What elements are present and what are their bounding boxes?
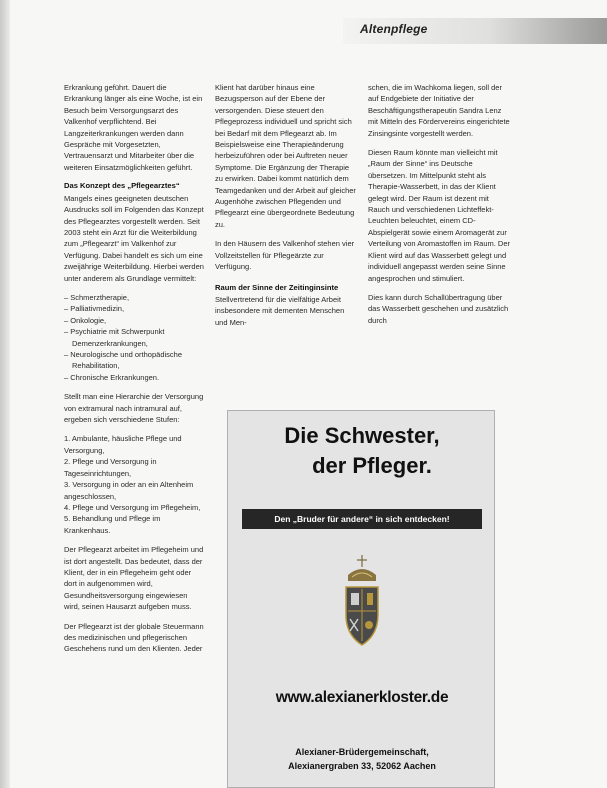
list-item: 1. Ambulante, häusliche Pflege und Versorgung, — [64, 434, 182, 455]
text-column-3 — [368, 82, 510, 334]
page-spine-shadow — [0, 0, 10, 788]
advertisement-box — [227, 410, 495, 788]
ad-slogan-bar: Den „Bruder für andere“ in sich entdecken! — [242, 509, 482, 529]
text-column-1 — [64, 82, 204, 663]
paragraph: Dies kann durch Schallübertragung über das Wasserbett geschehen und zusätzlich durch — [368, 292, 509, 325]
paragraph: Der Pflegearzt ist der globale Steuermann des medizinischen und pflegerischen Geschehens rund um den Klienten. Jeder — [64, 621, 204, 654]
ad-organization-name: Alexianer-Brüdergemeinschaft, — [295, 747, 429, 757]
paragraph: Stellt man eine Hierarchie der Versorgung von extramural nach intramural auf, ergeben sich verschiedene Stufen: — [64, 392, 204, 425]
training-topics-list — [64, 292, 204, 383]
paragraph: Klient hat darüber hinaus eine Bezugsperson auf der Ebene der versorgenden. Diese steuert den Pflegeprozess individuell und spricht sich bei Bedarf mit dem Pflegearzt ab. Im Beispielsweise eine Therapieänderung herbeizuführen oder bei Auftreten neuer Symptome. Die Ergänzung der Therapie zu erwirken. Dabei kommt natürlich dem Teamgedanken und der Arbeit auf gleicher Augenhöhe zwischen Pflegenden und Pflegearzt eine übergeordnete Bedeutung zu. — [215, 83, 356, 229]
paragraph: Mangels eines geeigneten deutschen Ausdrucks soll im Folgenden das Konzept des Pflegearztes vorgestellt werden. Seit 2003 steht ein Arzt für die Weiterbildung zum „Pflegearzt“ im Valkenhof zur Verfügung. Dabei handelt es sich um eine zweijährige Weiterbildung. Hierbei werden unter anderem als Grundlage vermittelt: — [64, 193, 204, 283]
section-title: Altenpflege — [360, 22, 428, 36]
list-item: 4. Pflege und Versorgung im Pflegeheim, — [64, 502, 201, 512]
list-item: – Psychiatrie mit Schwerpunkt Demenzerkrankungen, — [64, 327, 165, 348]
ad-headline-2: der Pfleger. — [312, 453, 432, 478]
paragraph: Erkrankung geführt. Dauert die Erkrankung länger als eine Woche, ist ein Besuch beim Versorgungsarzt des Valkenhof verpflichtend. Bei Langzeiterkrankungen werden dann Gespräche mit Vorgesetzten, Vertrauensarzt und Mitarbeiter über die weiteren Einsatzmöglichkeiten geführt. — [64, 83, 203, 172]
list-item: – Onkologie, — [64, 315, 107, 325]
ad-website-url[interactable]: www.alexianerkloster.de — [275, 689, 449, 706]
text-column-2 — [215, 82, 357, 336]
subheading-raum: Raum der Sinne der Zeitinginsinte — [215, 282, 339, 292]
list-item: – Neurologische und orthopädische Rehabilitation, — [64, 350, 182, 371]
list-item: 3. Versorgung in oder an ein Altenheim angeschlossen, — [64, 480, 194, 501]
paragraph: Diesen Raum könnte man vielleicht mit „Raum der Sinne“ ins Deutsche übersetzen. Im Mittelpunkt steht als Therapie-Wasserbett, in das der Klient gelegt wird. Der Raum ist dezent mit Rauch und verschiedenen Lichteffekt-Leuchten beleuchtet, einem CD-Abspielgerät sowie einem Aromagerät zur Verteilung von Aromastoffen im Raum. Der Klient wird auf das Wasserbett gelegt und individuell angepasst werden seine Sinne angesprochen und stimuliert. — [368, 148, 511, 283]
list-item: 5. Behandlung und Pflege im Krankenhaus. — [64, 514, 161, 535]
paragraph: Der Pflegearzt arbeitet im Pflegeheim und ist dort angestellt. Das bedeutet, dass der Klient, der in ein Pflegeheim geht oder dort in aufgenommen wird, Gesundheitsversorgung eingewiesen wird, seinen Hausarzt aufgeben muss. — [64, 545, 204, 612]
paragraph: In den Häusern des Valkenhof stehen vier Vollzeitstellen für Pflegeärzte zur Verfügung. — [215, 239, 355, 272]
subheading-concept: Das Konzept des „Pflegearztes“ — [64, 181, 180, 191]
paragraph: schen, die im Wachkoma liegen, soll der auf Endgebiete der Initiative der Beschäftigungstherapeutin Sandra Lenz mit Mitteln des Fördervereins eingerichtete Zinsingsinte vorgestellt werden. — [368, 83, 510, 138]
list-item: – Palliativmedizin, — [64, 304, 125, 314]
paragraph: Stellvertretend für die vielfältige Arbeit insbesondere mit dementen Menschen und Men- — [215, 295, 345, 327]
list-item: – Chronische Erkrankungen. — [64, 372, 160, 382]
ad-address: Alexianergraben 33, 52062 Aachen — [288, 761, 436, 771]
ad-headline-1: Die Schwester, — [284, 423, 440, 448]
list-item: 2. Pflege und Versorgung in Tageseinrichtungen, — [64, 457, 157, 478]
coat-of-arms-icon — [338, 553, 386, 653]
care-steps-list — [64, 433, 204, 536]
list-item: – Schmerztherapie, — [64, 293, 130, 302]
